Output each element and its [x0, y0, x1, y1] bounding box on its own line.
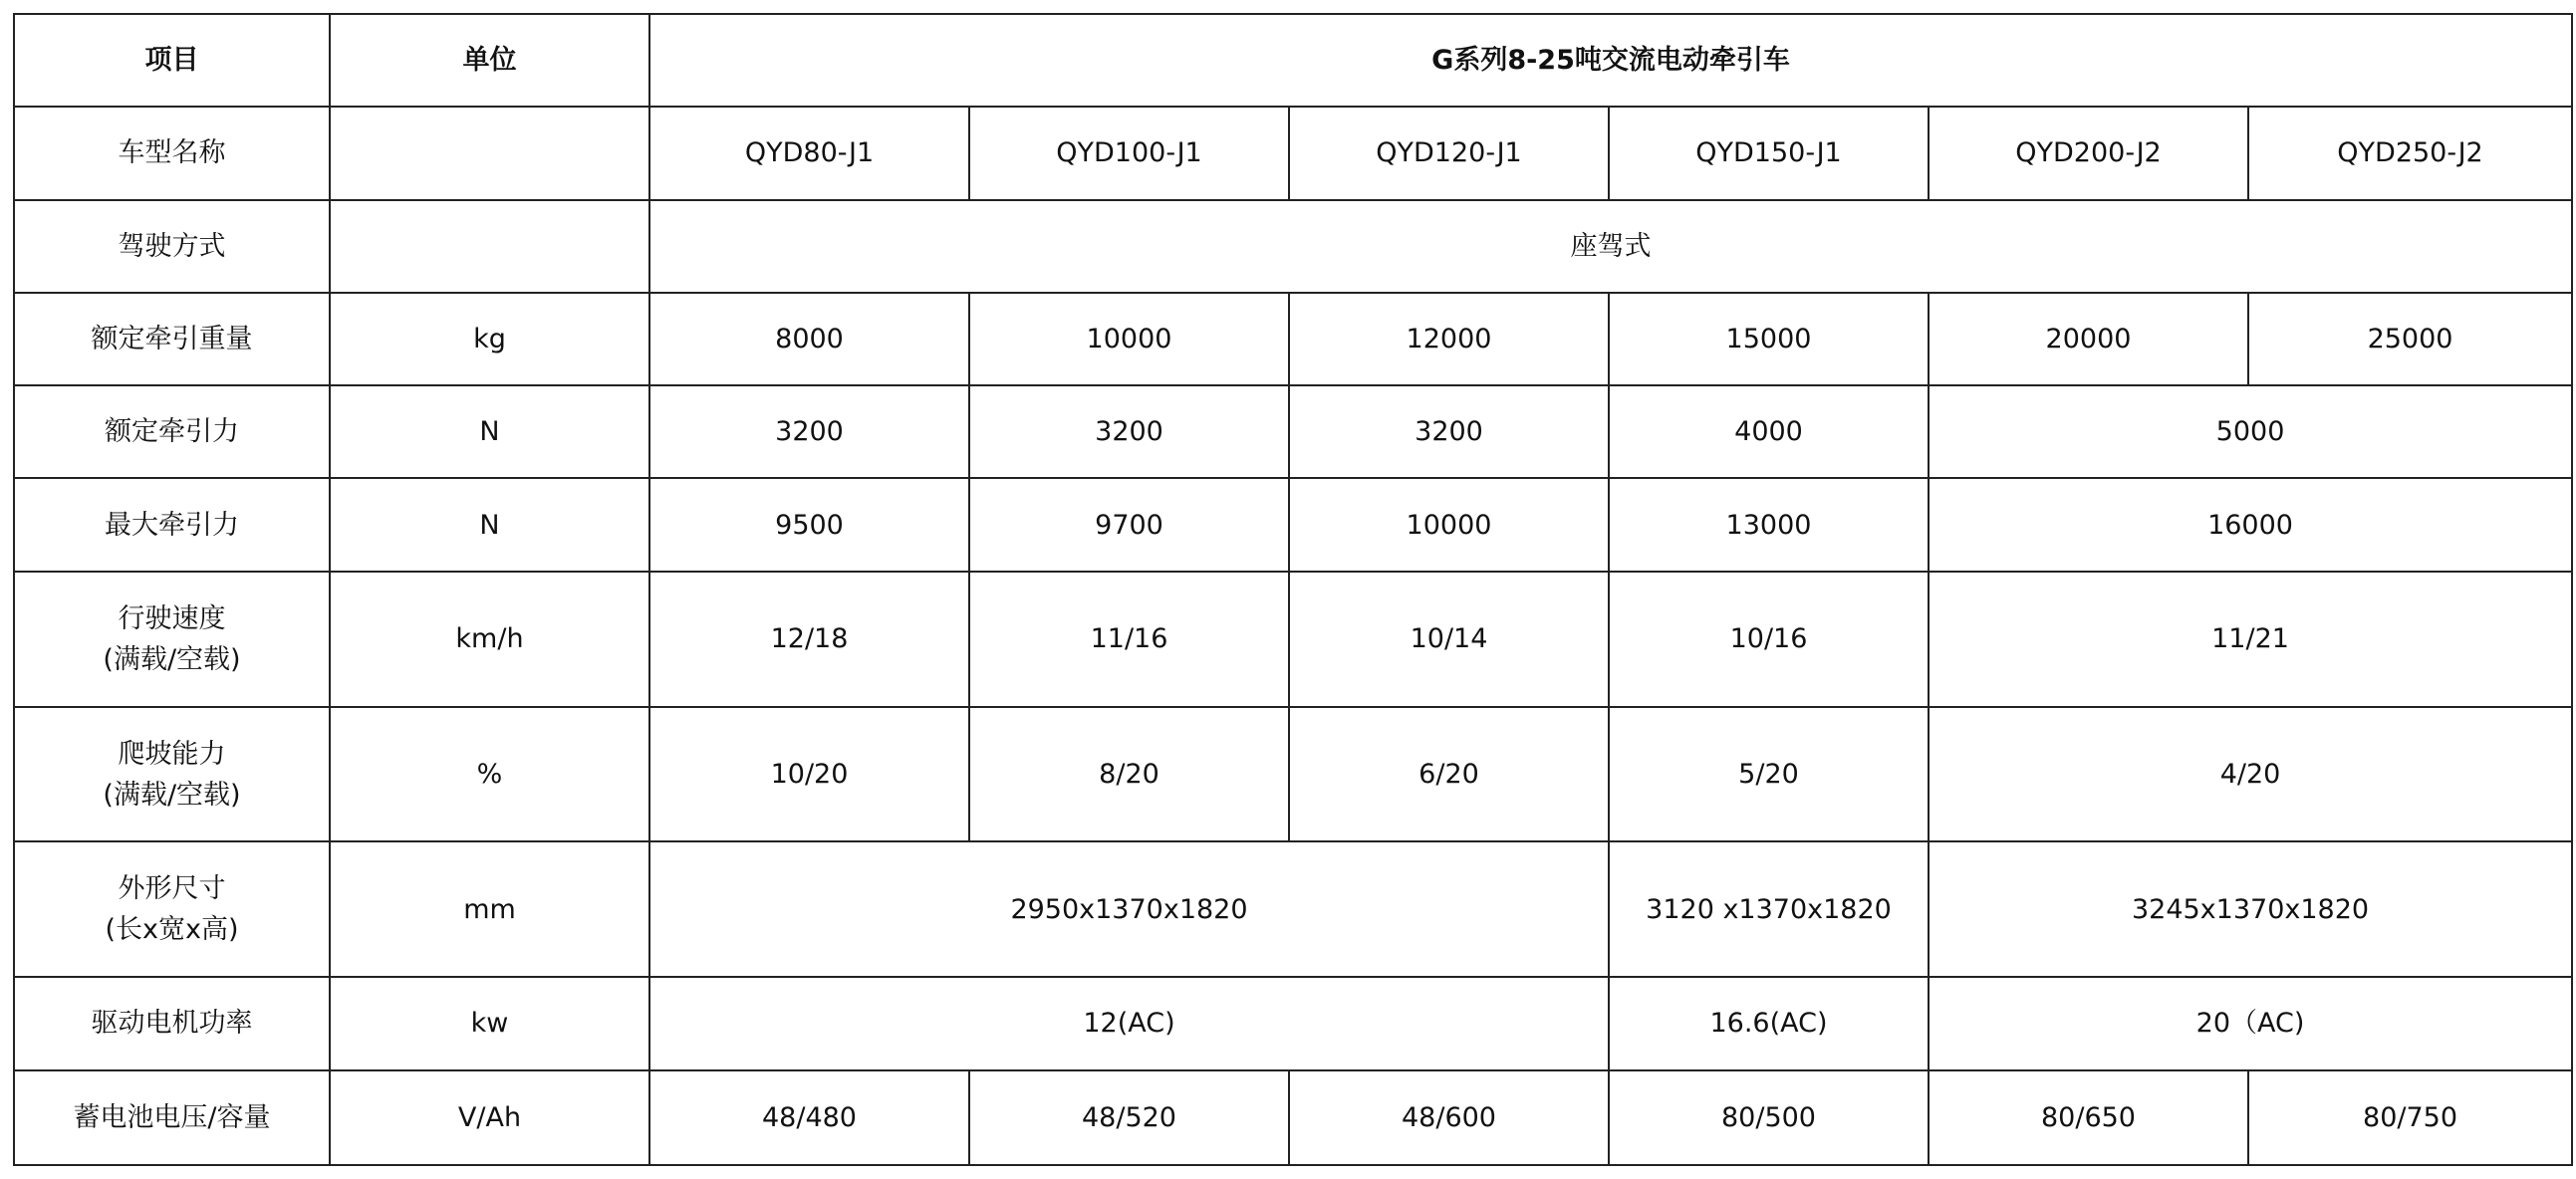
value-cell: 2950x1370x1820: [649, 841, 1609, 977]
row-label: 额定牵引重量: [14, 293, 330, 385]
header-series-title: G系列8-25吨交流电动牵引车: [649, 14, 2572, 107]
value-cell: 12/18: [649, 572, 969, 707]
value-cell: 9700: [969, 478, 1289, 571]
header-unit: 单位: [330, 14, 649, 107]
value-cell: 4/20: [1929, 707, 2572, 842]
value-cell: 3245x1370x1820: [1929, 841, 2572, 977]
row-label: 车型名称: [14, 107, 330, 199]
value-cell: 6/20: [1289, 707, 1609, 842]
value-cell: 3200: [649, 385, 969, 478]
row-label: 蓄电池电压/容量: [14, 1070, 330, 1165]
unit-cell: V/Ah: [330, 1070, 649, 1165]
row-label-line2: (长x宽x高): [105, 914, 239, 946]
header-row: [14, 14, 2572, 107]
value-cell: 48/480: [649, 1070, 969, 1165]
value-cell: 3200: [1289, 385, 1609, 478]
row-label: 驱动电机功率: [14, 977, 330, 1069]
value-cell: 10000: [969, 293, 1289, 385]
value-cell: 48/600: [1289, 1070, 1609, 1165]
unit-cell: [330, 107, 649, 199]
value-cell: 16000: [1929, 478, 2572, 571]
row-driving-mode: [14, 200, 2572, 293]
row-travel-speed: [14, 572, 2572, 707]
value-cell: 10/16: [1609, 572, 1929, 707]
value-cell: 3200: [969, 385, 1289, 478]
model-cell: QYD200-J2: [1929, 107, 2248, 199]
value-cell: 11/21: [1929, 572, 2572, 707]
value-cell: 8000: [649, 293, 969, 385]
row-max-tractive-force: [14, 478, 2572, 571]
row-rated-tractive-force: [14, 385, 2572, 478]
row-dimensions: [14, 841, 2572, 977]
row-label: [14, 572, 330, 707]
spec-table: [13, 13, 2573, 1166]
value-cell: 座驾式: [649, 200, 2572, 293]
value-cell: 80/500: [1609, 1070, 1929, 1165]
value-cell: 80/750: [2248, 1070, 2572, 1165]
row-battery: [14, 1070, 2572, 1165]
value-cell: 10/14: [1289, 572, 1609, 707]
row-label: 额定牵引力: [14, 385, 330, 478]
row-label-line1: 爬坡能力: [118, 738, 226, 770]
row-rated-tow-weight: [14, 293, 2572, 385]
row-label: [14, 841, 330, 977]
unit-cell: [330, 200, 649, 293]
unit-cell: N: [330, 385, 649, 478]
row-model-name: [14, 107, 2572, 199]
unit-cell: kw: [330, 977, 649, 1069]
value-cell: 10/20: [649, 707, 969, 842]
value-cell: 3120 x1370x1820: [1609, 841, 1929, 977]
model-cell: QYD250-J2: [2248, 107, 2572, 199]
row-label-line1: 行驶速度: [118, 602, 226, 634]
value-cell: 5000: [1929, 385, 2572, 478]
value-cell: 5/20: [1609, 707, 1929, 842]
row-label-line1: 外形尺寸: [118, 873, 226, 905]
value-cell: 4000: [1609, 385, 1929, 478]
value-cell: 25000: [2248, 293, 2572, 385]
value-cell: 12000: [1289, 293, 1609, 385]
model-cell: QYD80-J1: [649, 107, 969, 199]
model-cell: QYD150-J1: [1609, 107, 1929, 199]
value-cell: 9500: [649, 478, 969, 571]
model-cell: QYD120-J1: [1289, 107, 1609, 199]
value-cell: 15000: [1609, 293, 1929, 385]
value-cell: 10000: [1289, 478, 1609, 571]
value-cell: 20（AC): [1929, 977, 2572, 1069]
row-label-line2: (满载/空载): [103, 779, 241, 811]
unit-cell: mm: [330, 841, 649, 977]
value-cell: 16.6(AC): [1609, 977, 1929, 1069]
value-cell: 80/650: [1929, 1070, 2248, 1165]
unit-cell: km/h: [330, 572, 649, 707]
value-cell: 13000: [1609, 478, 1929, 571]
row-label: 驾驶方式: [14, 200, 330, 293]
row-motor-power: [14, 977, 2572, 1069]
row-label-line2: (满载/空载): [103, 643, 241, 675]
unit-cell: kg: [330, 293, 649, 385]
unit-cell: %: [330, 707, 649, 842]
model-cell: QYD100-J1: [969, 107, 1289, 199]
value-cell: 20000: [1929, 293, 2248, 385]
value-cell: 8/20: [969, 707, 1289, 842]
value-cell: 11/16: [969, 572, 1289, 707]
row-label: 最大牵引力: [14, 478, 330, 571]
value-cell: 48/520: [969, 1070, 1289, 1165]
row-gradeability: [14, 707, 2572, 842]
value-cell: 12(AC): [649, 977, 1609, 1069]
unit-cell: N: [330, 478, 649, 571]
header-item: 项目: [14, 14, 330, 107]
row-label: [14, 707, 330, 842]
